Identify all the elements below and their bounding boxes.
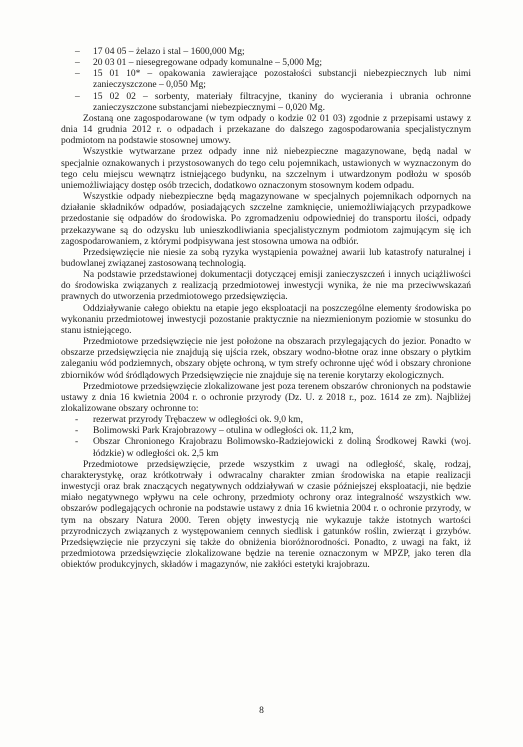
list-item: – 15 01 10* – opakowania zawierające pozostałości substancji niebezpiecznych lub nimi zanieczyszczone – 0,050 Mg; (75, 68, 471, 91)
list-item: – 20 03 01 – niesegregowane odpady komunalne – 5,000 Mg; (75, 57, 323, 69)
protected-areas-list (61, 414, 471, 459)
bullet-mark: – (75, 57, 80, 69)
bullet-mark: - (75, 414, 79, 426)
paragraph: Przedmiotowe przedsięwzięcie zlokalizowane jest poza terenem obszarów chronionych na podstawie ustawy z dnia 16 kwietnia 2004 r. o ochronie przyrody (Dz. U. z 2018 r., poz. 1614 ze zm). Najbliżej zlokalizowane obszary ochronne to: (61, 380, 471, 414)
bullet-mark: - (75, 436, 79, 448)
document-body (61, 46, 471, 570)
paragraph: Przedsięwzięcie nie niesie za sobą ryzyka wystąpienia poważnej awarii lub katastrofy naturalnej i budowlanej związanej zastosowaną technologią. (61, 246, 471, 269)
paragraph: Wszystkie odpady niebezpieczne będą magazynowane w specjalnych pojemnikach odpornych na działanie składników odpadów, posiadających szczelne zamknięcie, uniemożliwiających przypadkowe przedostanie się odpadów do środowiska. Po zgromadzeniu odpowiedniej do transportu ilości, odpady przekazywane są do odzysku lub unieszkodliwiania specjalistycznym podmiotom zajmującym się ich zagospodarowaniem, z którymi podpisywana jest stosowna umowa na odbiór. (61, 191, 471, 247)
paragraph: Wszystkie wytwarzane przez odpady inne niż niebezpieczne magazynowane, będą nadal w specjalnie oznakowanych i przystosowanych do tego celu pojemnikach, ustawionych w wyznaczonym do tego celu miejscu wewnątrz istniejącego budynku, na szczelnym i utwardzonym podłożu w sposób uniemożliwiający dostęp osób trzecich, dodatkowo oznaczonym stosownym kodem odpadu. (61, 146, 471, 191)
paragraph: Przedmiotowe przedsięwzięcie, przede wszystkim z uwagi na odległość, skalę, rodzaj, charakterystykę, oraz krótkotrwały i odwracalny charakter zmian środowiska na etapie realizacji inwestycji oraz brak znaczących negatywnych oddziaływań w czasie późniejszej eksploatacji, nie będzie miało negatywnego wpływu na cele ochrony, przedmioty ochrony oraz integralność wszystkich ww. obszarów podlegających ochronie na podstawie ustawy z dnia 16 kwietnia 2004 r. o ochronie przyrody, w tym na obszary Natura 2000. Teren objęty inwestycją nie wykazuje także istotnych wartości przyrodniczych związanych z występowaniem cennych siedlisk i gatunków roślin, zwierząt i grzybów. Przedsięwzięcie nie przyczyni się także do obniżenia bioróżnorodności. Ponadto, z uwagi na fakt, iż przedmiotowa przedsięwzięcie zlokalizowane będzie na terenie oznaczonym w MPZP, jako teren dla obiektów produkcyjnych, składów i magazynów, nie zakłóci estetyki krajobrazu. (61, 458, 471, 571)
bullet-mark: – (75, 90, 80, 102)
paragraph: Zostaną one zagospodarowane (w tym odpady o kodzie 02 01 03) zgodnie z przepisami ustawy z dnia 14 grudnia 2012 r. o odpadach i przekazane do dalszego zagospodarowania specjalistycznym podmiotom na podstawie stosownej umowy. (61, 112, 471, 147)
paragraph: Przedmiotowe przedsięwzięcie nie jest położone na obszarach przylegających do jezior. Ponadto w obszarze przedsięwzięcia nie znajdują się ujścia rzek, obszary wodno-błotne oraz inne obszary o płytkim zaleganiu wód podziemnych, obszary objęte ochroną, w tym strefy ochronne ujęć wód i obszary chronione zbiorników wód śródlądowych Przedsięwzięcie nie znajduje się na terenie korytarzy ekologicznych. (61, 336, 471, 381)
list-item: – 17 04 05 – żelazo i stal – 1600,000 Mg; (75, 46, 245, 57)
bullet-mark: - (75, 425, 79, 437)
list-item: - rezerwat przyrody Trębaczew w odległości ok. 9,0 km, (75, 414, 303, 426)
waste-codes-list (61, 46, 471, 113)
list-item: - Bolimowski Park Krajobrazowy – otulina w odległości ok. 11,2 km, (75, 425, 354, 437)
bullet-mark: – (75, 68, 80, 80)
bullet-mark: – (75, 46, 80, 57)
paragraph: Oddziaływanie całego obiektu na etapie jego eksploatacji na poszczególne elementy środowiska po wykonaniu przedmiotowej inwestycji pozostanie praktycznie na niezmienionym poziomie w stosunku do stanu istniejącego. (61, 302, 471, 336)
page-number: 8 (259, 706, 264, 716)
paragraph: Na podstawie przedstawionej dokumentacji dotyczącej emisji zanieczyszczeń i innych uciążliwości do środowiska związanych z realizacją przedmiotowej inwestycji wynika, że nie ma przeciwwskazań prawnych do utworzenia przedmiotowego przedsięwzięcia. (61, 269, 471, 303)
list-item: - Obszar Chronionego Krajobrazu Bolimowsko-Radziejowicki z doliną Środkowej Rawki (woj. łódzkie) w odległości ok. 2,5 km (75, 436, 471, 459)
list-item: – 15 02 02 – sorbenty, materiały filtracyjne, tkaniny do wycierania i ubrania ochronne zanieczyszczone substancjami niebezpiecznymi – 0,020 Mg. (75, 90, 471, 113)
